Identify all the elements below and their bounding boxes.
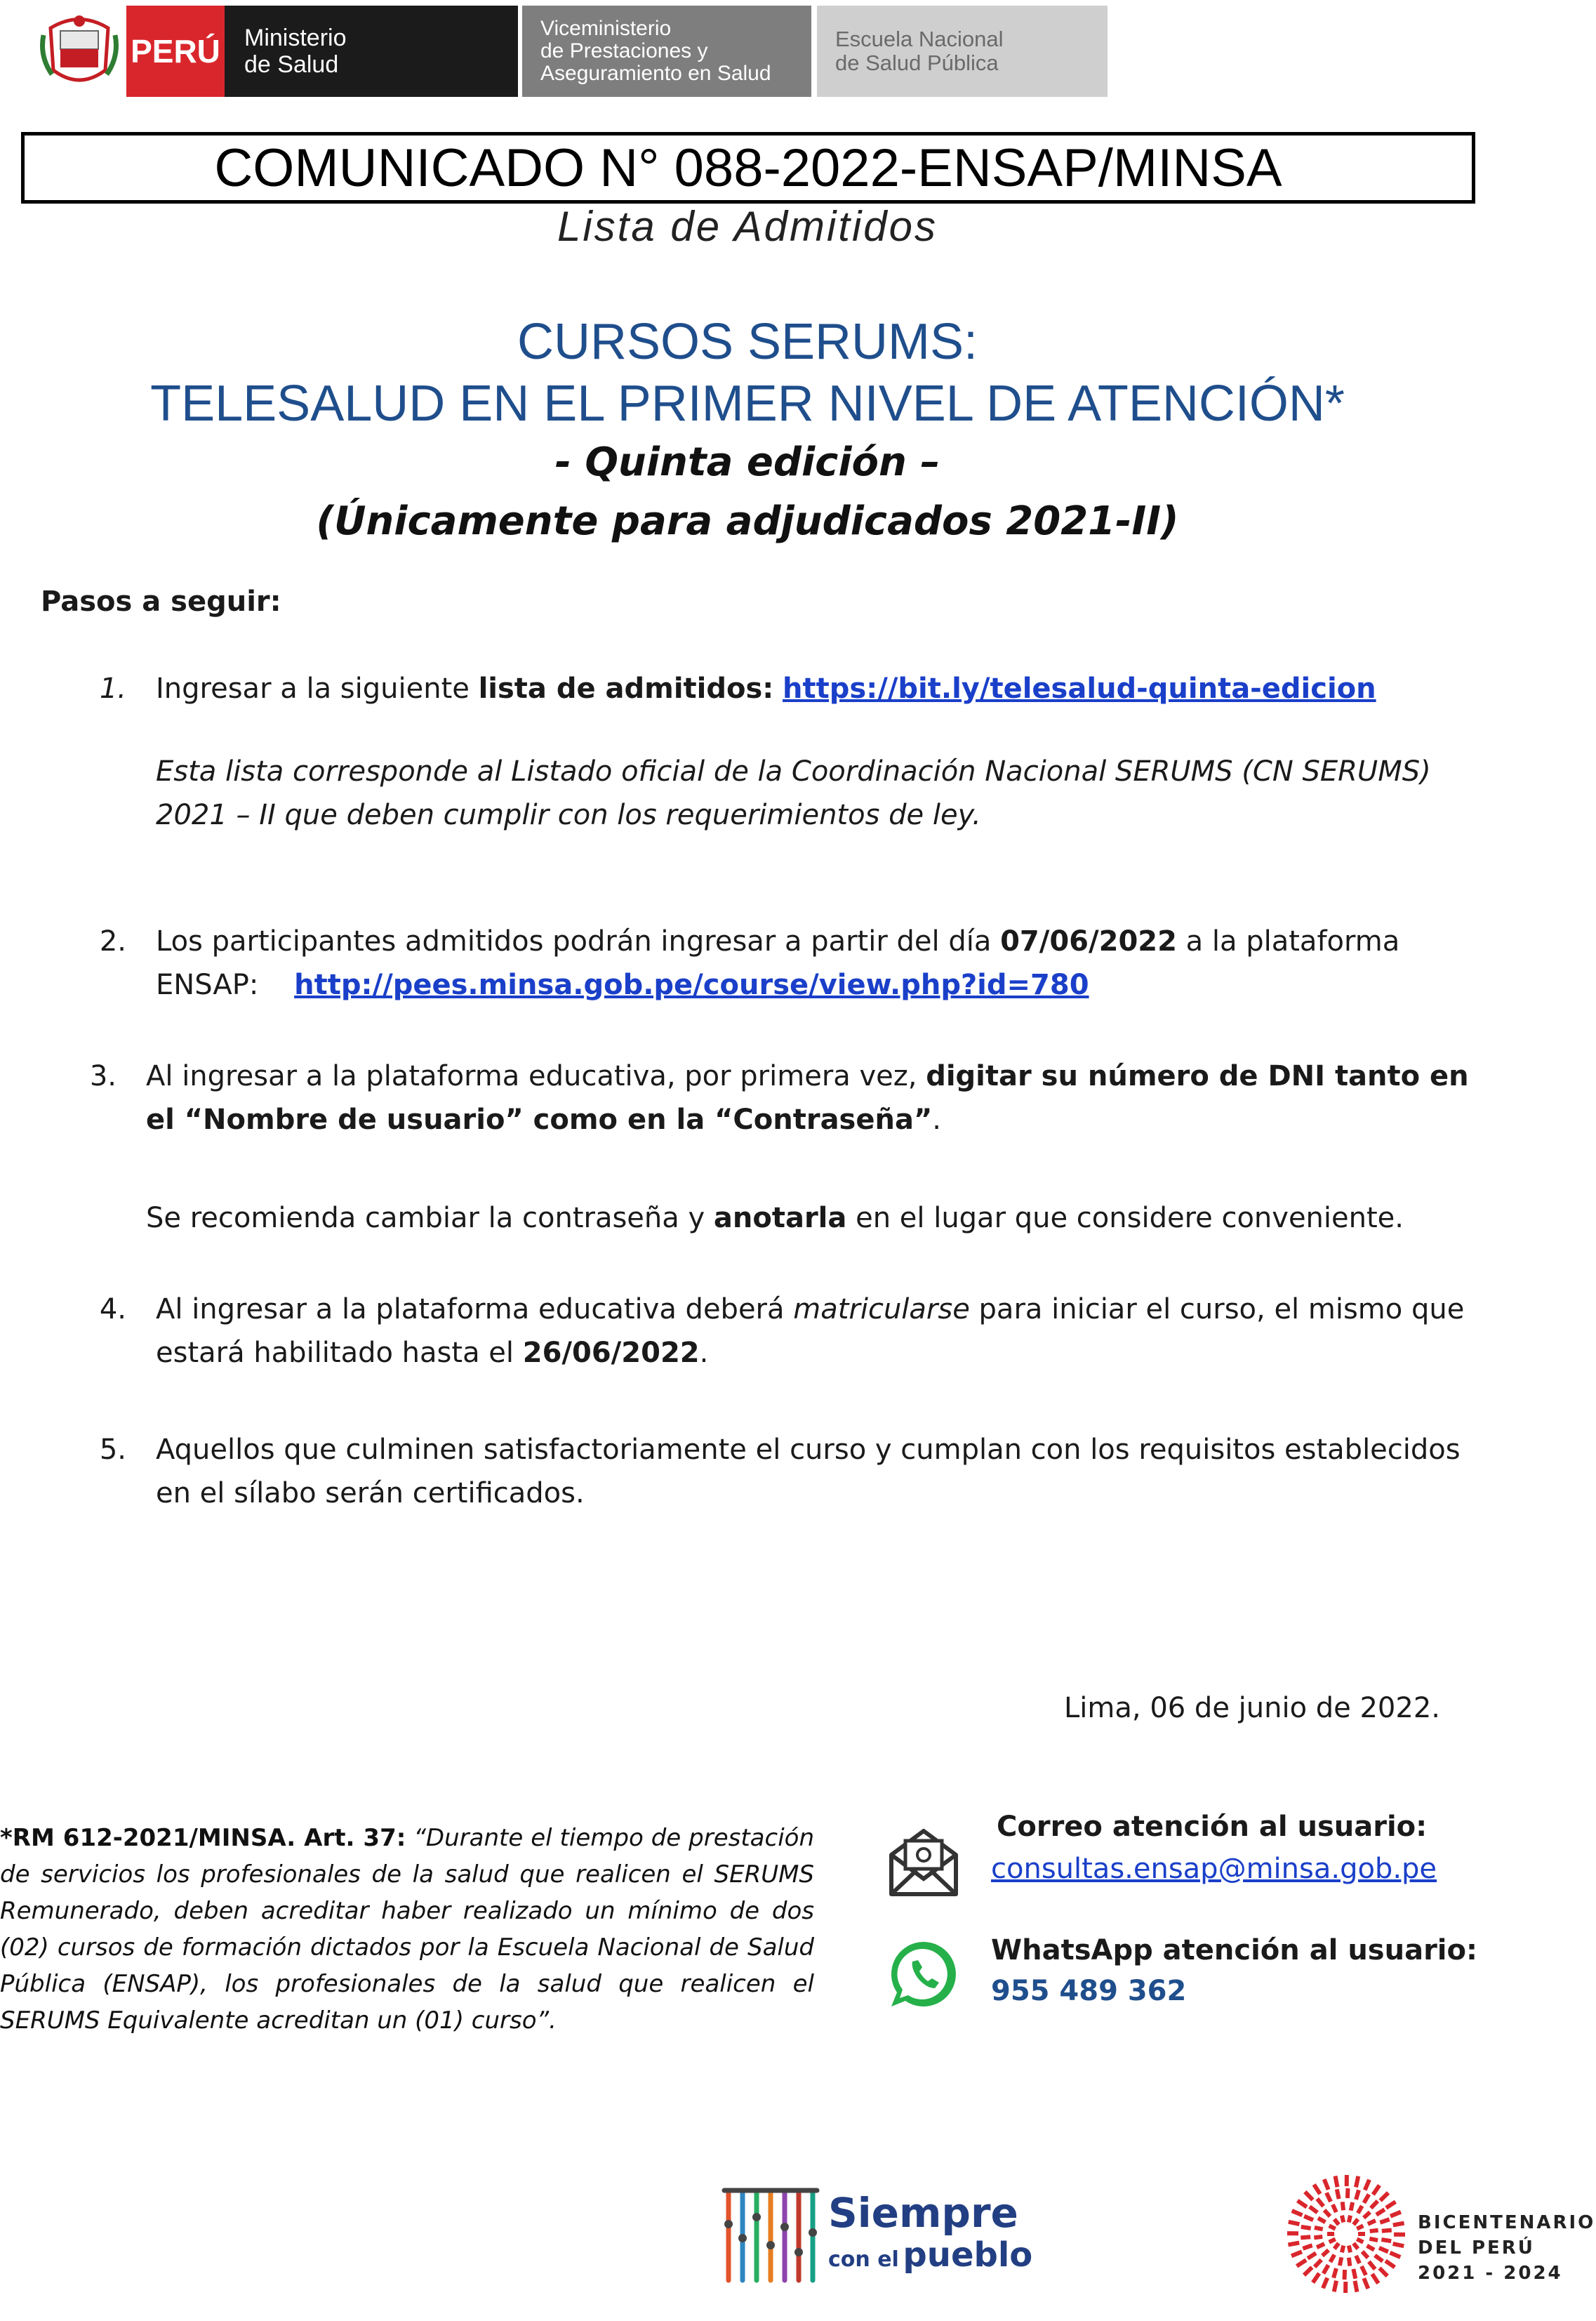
step-4-line-2-post: . <box>699 1337 709 1369</box>
bicent-ray <box>1315 2197 1325 2208</box>
bicent-ray <box>1356 2205 1364 2214</box>
ministerio-line-2: de Salud <box>244 51 339 78</box>
email-icon <box>886 1824 962 1900</box>
bicent-ray <box>1288 2220 1300 2226</box>
bicent-ray <box>1358 2232 1365 2236</box>
step-5-number: 5. <box>99 1434 126 1466</box>
bicent-ray <box>1324 2192 1332 2202</box>
bicent-ray <box>1385 2200 1397 2210</box>
bicent-ray <box>1345 2188 1350 2198</box>
step-3-note <box>146 1196 1494 1240</box>
step-3-note-post: en el lugar que considere conveniente. <box>846 1202 1404 1234</box>
siempre-con-el-pueblo-logo-text <box>828 2190 1032 2275</box>
peru-brand-box <box>126 6 225 97</box>
bicent-ray <box>1367 2218 1376 2226</box>
bicent-ray <box>1291 2250 1303 2259</box>
step-3-note-bold: anotarla <box>713 1202 847 1234</box>
bicent-ray <box>1321 2277 1329 2289</box>
bicent-line-2: DEL PERÚ <box>1418 2237 1535 2259</box>
bicent-ray <box>1301 2225 1311 2230</box>
whatsapp-contact-label: WhatsApp atención al usuario: <box>991 1934 1477 1966</box>
bicent-ray <box>1333 2218 1341 2226</box>
step-3-bold-1: digitar su número de DNI tanto en <box>926 1060 1469 1092</box>
escuela-line-2: de Salud Pública <box>835 51 999 75</box>
course-heading-line-2: TELESALUD EN EL PRIMER NIVEL DE ATENCIÓN* <box>150 376 1345 432</box>
bicent-ray <box>1340 2215 1345 2223</box>
step-4-line-2-pre: estará habilitado hasta el <box>156 1337 523 1369</box>
siempre-word: Siempre <box>828 2189 1018 2237</box>
whatsapp-number: 955 489 362 <box>991 1975 1187 2007</box>
step-1-note-line-1: Esta lista corresponde al Listado oficial de la Coordinación Nacional SERUMS (CN SERUMS) <box>156 755 1431 788</box>
bicent-ray <box>1356 2237 1364 2244</box>
bicent-ray <box>1379 2217 1390 2224</box>
siempre-con-el-pueblo-logo-icon <box>719 2182 824 2287</box>
bicent-ray <box>1302 2243 1312 2250</box>
bicent-ray <box>1382 2228 1392 2233</box>
step-3-pre: Al ingresar a la plataforma educativa, por primera vez, <box>146 1060 926 1092</box>
bicent-ray <box>1308 2205 1319 2214</box>
bicent-ray <box>1303 2266 1314 2276</box>
bicent-ray <box>1347 2257 1352 2266</box>
bicent-ray <box>1327 2232 1334 2236</box>
bicent-ray <box>1303 2214 1314 2222</box>
step-4-italic: matricularse <box>793 1293 970 1325</box>
step-3-number: 3. <box>89 1060 117 1092</box>
communique-title: COMUNICADO N° 088-2022-ENSAP/MINSA <box>21 132 1475 204</box>
escuela-line-1: Escuela Nacional <box>835 27 1004 51</box>
bicent-ray <box>1296 2259 1308 2268</box>
bicent-ray <box>1313 2259 1323 2268</box>
course-heading-line-1: CURSOS SERUMS: <box>517 314 978 370</box>
bicent-ray <box>1316 2242 1325 2249</box>
bicent-ray <box>1347 2245 1352 2253</box>
bicent-ray <box>1389 2251 1401 2259</box>
edition-label: - Quinta edición – <box>554 439 940 485</box>
step-5-text <box>156 1428 1489 1515</box>
legal-footnote <box>0 1820 814 2039</box>
step-4-pre: Al ingresar a la plataforma educativa deberá <box>156 1293 794 1325</box>
bicent-ray <box>1392 2242 1404 2248</box>
step-2-number: 2. <box>99 925 126 958</box>
whatsapp-icon <box>886 1936 962 2012</box>
bicent-ray <box>1375 2208 1385 2217</box>
bicent-ray <box>1345 2175 1349 2186</box>
bicent-ray <box>1321 2249 1330 2258</box>
step-1-pre: Ingresar a la siguiente <box>156 673 479 705</box>
bicent-ray <box>1328 2224 1336 2231</box>
bicent-ray <box>1359 2266 1367 2276</box>
step-3-post: . <box>932 1104 941 1136</box>
bicent-ray <box>1317 2216 1326 2224</box>
escuela-brand-box <box>817 6 1108 97</box>
bicentenario-logo-icon <box>1284 2172 1408 2296</box>
bicent-ray <box>1322 2264 1330 2275</box>
bicent-ray <box>1291 2209 1303 2217</box>
bicent-ray <box>1378 2266 1388 2277</box>
vice-line-3: Aseguramiento en Salud <box>540 62 771 85</box>
step-1-bold: lista de admitidos: <box>478 673 774 705</box>
bicent-ray <box>1352 2242 1359 2250</box>
ministerio-line-1: Ministerio <box>244 25 347 51</box>
step-3-bold-2: el “Nombre de usuario” como en la “Contraseña” <box>146 1104 933 1136</box>
step-4-post: para iniciar el curso, el mismo que <box>969 1293 1465 1325</box>
bicent-ray <box>1392 2221 1404 2228</box>
bicent-ray <box>1322 2178 1331 2190</box>
viceministerio-brand-box <box>522 6 811 97</box>
step-1-note-line-2: 2021 – II que deben cumplir con los requerimientos de ley. <box>156 799 981 831</box>
bicent-ray <box>1303 2190 1314 2202</box>
bicent-ray <box>1314 2235 1323 2240</box>
bicent-ray <box>1362 2211 1371 2220</box>
steps-heading: Pasos a seguir: <box>41 586 281 618</box>
bicent-ray <box>1341 2202 1345 2211</box>
bicent-ray <box>1367 2260 1377 2270</box>
bicent-ray <box>1381 2237 1392 2243</box>
bicent-ray <box>1307 2251 1317 2261</box>
step-3-text <box>146 1054 1494 1142</box>
vice-line-1: Viceministerio <box>540 17 672 40</box>
bicent-ray <box>1354 2176 1360 2188</box>
bicent-ray <box>1288 2241 1300 2247</box>
bicent-ray <box>1384 2259 1396 2269</box>
bicent-ray <box>1343 2282 1348 2293</box>
bicent-ray <box>1369 2200 1379 2209</box>
bicent-ray <box>1311 2272 1321 2284</box>
bicent-ray <box>1331 2268 1338 2278</box>
bicent-ray <box>1352 2218 1359 2226</box>
bicent-ray <box>1374 2254 1384 2263</box>
footnote-label: *RM 612-2021/MINSA. Art. 37: <box>0 1824 406 1852</box>
vice-line-2: de Prestaciones y <box>540 39 708 62</box>
bicent-ray <box>1371 2273 1381 2284</box>
bicent-ray <box>1296 2199 1308 2209</box>
bicent-ray <box>1394 2233 1405 2237</box>
platform-course-link[interactable]: http://pees.minsa.gob.pe/course/view.php?id=780 <box>294 969 1089 1001</box>
bicent-ray <box>1333 2242 1341 2250</box>
bicent-ray <box>1287 2231 1298 2235</box>
bicent-ray <box>1314 2226 1323 2231</box>
bicent-line-1: BICENTENARIO <box>1418 2212 1596 2233</box>
bicentenario-logo-text <box>1418 2210 1595 2286</box>
bicent-ray <box>1378 2191 1390 2202</box>
bicent-ray <box>1371 2184 1381 2196</box>
bicent-ray <box>1354 2255 1361 2264</box>
peru-label: PERÚ <box>131 33 220 70</box>
ministerio-brand-box <box>225 6 518 97</box>
bicent-ray <box>1351 2268 1357 2279</box>
bicent-ray <box>1323 2209 1332 2218</box>
step-1-number: 1. <box>99 673 126 705</box>
step-1-note <box>156 750 1489 837</box>
bicent-ray <box>1349 2202 1355 2211</box>
email-contact-label: Correo atención al usuario: <box>997 1811 1428 1843</box>
step-2-date: 07/06/2022 <box>1000 925 1177 958</box>
step-4-date: 26/06/2022 <box>522 1337 700 1369</box>
bicent-ray <box>1334 2176 1340 2188</box>
peru-coat-of-arms-icon <box>36 7 122 93</box>
bicent-ray <box>1378 2246 1389 2254</box>
bicent-line-3: 2021 - 2024 <box>1418 2263 1563 2284</box>
bicent-ray <box>1390 2210 1402 2218</box>
step-3-note-pre: Se recomienda cambiar la contraseña y <box>146 1202 714 1234</box>
bicent-ray <box>1366 2244 1375 2251</box>
bicent-ray <box>1343 2270 1348 2280</box>
bicent-ray <box>1353 2280 1359 2292</box>
bicent-ray <box>1363 2179 1371 2191</box>
bicent-ray <box>1362 2193 1371 2204</box>
bicent-ray <box>1335 2189 1341 2200</box>
bicent-ray <box>1332 2280 1338 2292</box>
step-5-line-2: en el sílabo serán certificados. <box>156 1477 585 1509</box>
step-2-pre: Los participantes admitidos podrán ingresar a partir del día <box>156 925 1001 958</box>
step-2-label: ENSAP: <box>156 969 259 1001</box>
eligibility-note: (Únicamente para adjudicados 2021-II) <box>316 498 1179 544</box>
bicent-ray <box>1356 2224 1364 2231</box>
bicent-ray <box>1354 2190 1361 2200</box>
step-1-text <box>156 667 1376 710</box>
bicent-ray <box>1340 2245 1345 2253</box>
bicent-ray <box>1329 2254 1336 2263</box>
step-4-text <box>156 1288 1489 1375</box>
step-2-post: a la plataforma <box>1176 925 1400 958</box>
bicent-ray <box>1331 2204 1338 2213</box>
footnote-quote: “Durante el tiempo de prestación de servicios los profesionales de la salud que realicen el SERUMS Remunerado, deben acreditar haber realizado un mínimo de dos (02) cursos de formación dictados por la Escuela Nacional de Salud Pública (ENSAP), los profesionales de la salud que realicen el SERUMS Equivalente acreditan un (01) curso”. <box>0 1824 815 2035</box>
bicent-ray <box>1347 2215 1352 2223</box>
bicent-ray <box>1328 2237 1336 2244</box>
bicent-ray <box>1301 2235 1310 2240</box>
bicent-ray <box>1312 2183 1322 2195</box>
bicent-ray <box>1369 2228 1378 2233</box>
step-5-line-1: Aquellos que culminen satisfactoriamente el curso y cumplan con los requisitos establecidos <box>156 1434 1461 1466</box>
place-date: Lima, 06 de junio de 2022. <box>1064 1692 1440 1724</box>
email-contact-link[interactable]: consultas.ensap@minsa.gob.pe <box>991 1853 1437 1885</box>
con-el-word: con el <box>828 2247 899 2272</box>
page-subtitle: Lista de Admitidos <box>557 203 938 250</box>
step-4-number: 4. <box>99 1293 126 1325</box>
bicent-ray <box>1338 2257 1343 2266</box>
step-2-text <box>156 920 1489 1007</box>
bicent-ray <box>1361 2250 1370 2259</box>
pueblo-word: pueblo <box>903 2235 1033 2275</box>
bicent-ray <box>1369 2237 1378 2242</box>
admitted-list-link[interactable]: https://bit.ly/telesalud-quinta-edicion <box>783 673 1376 705</box>
bicent-ray <box>1362 2277 1371 2289</box>
